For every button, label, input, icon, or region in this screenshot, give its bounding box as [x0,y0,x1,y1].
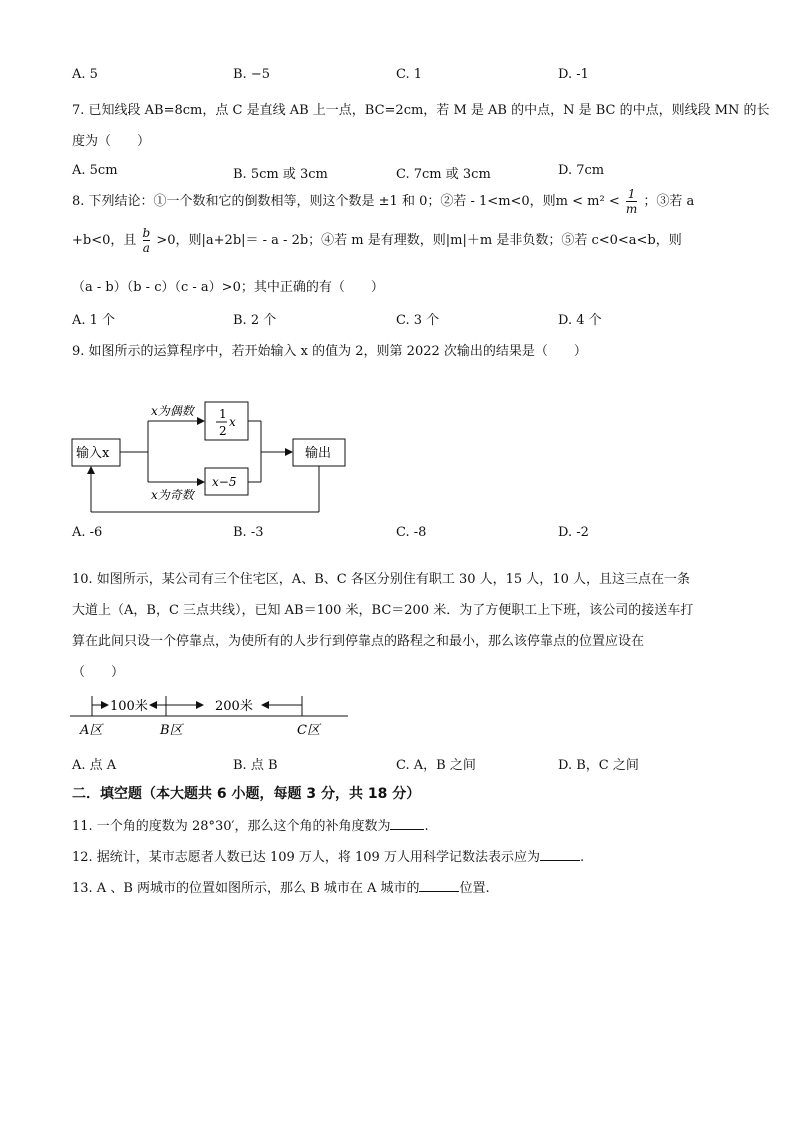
q10-stem-line3: 算在此间只设一个停靠点，为使所有的人步行到停靠点的路程之和最小，那么该停靠点的位置应设在 [72,634,645,649]
q12-stem [72,846,584,865]
q13-stem [72,877,490,896]
q9-option-b[interactable]: B. -3 [233,525,264,540]
q7-stem-line1: 7. 已知线段 AB=8cm，点 C 是直线 AB 上一点，BC=2cm，若 M 是 AB 的中点，N 是 BC 的中点，则线段 MN 的长 [72,103,770,118]
q12-end: . [579,850,585,865]
q6-option-c[interactable]: C. 1 [396,67,423,82]
minus5-label: x−5 [212,475,237,489]
q8-line1-tail: ；③若 a [643,194,695,209]
q9-option-a[interactable]: A. -6 [72,525,103,540]
q6-options [72,67,732,85]
q8-option-d[interactable]: D. 4 个 [558,313,602,328]
point-b-label: B区 [160,723,183,738]
q8-stem-line3: （a - b）（b - c）（c - a）>0；其中正确的有（ ） [72,280,384,295]
point-a-label: A区 [80,723,103,738]
q9-flowchart-diagram [65,395,365,520]
q11-stem [72,815,429,834]
q10-option-c[interactable]: C. A，B 之间 [396,758,476,773]
output-label: 输出 [305,446,332,461]
fraction-numerator: b [142,226,151,240]
half-numerator: 1 [219,407,227,421]
q6-option-b[interactable]: B. −5 [233,67,270,82]
odd-condition-label: x为奇数 [151,488,194,502]
q7-stem-line2: 度为（ ） [72,134,151,149]
q8-stem-line2 [72,227,682,254]
q13-answer-blank[interactable] [419,879,459,892]
q9-options [72,525,732,543]
q8-option-a[interactable]: A. 1 个 [72,313,116,328]
q7-options [72,163,732,181]
q6-option-d[interactable]: D. -1 [558,67,589,82]
fraction-numerator: 1 [627,187,636,201]
q8-line2-text: >0，则|a+2b|＝ - a - 2b；④若 m 是有理数，则|m|＋m 是非负数；⑤若 c<0<a<b，则 [156,233,682,248]
q9-option-c[interactable]: C. -8 [396,525,427,540]
q8-option-b[interactable]: B. 2 个 [233,313,277,328]
q8-options [72,309,732,327]
section-2-heading: 二．填空题（本大题共 6 小题，每题 3 分，共 18 分） [72,786,421,802]
fraction-denominator: m [625,202,638,216]
fraction-denominator: a [142,241,150,255]
q10-stem-line2: 大道上（A，B，C 三点共线），已知 AB＝100 米，BC＝200 米．为了方便职工上下班，该公司的接送车打 [72,603,694,618]
q10-option-b[interactable]: B. 点 B [233,758,278,773]
q7-option-d[interactable]: D. 7cm [558,163,605,178]
ab-distance-label: 100米 [110,699,148,714]
q6-option-a[interactable]: A. 5 [72,67,98,82]
q9-stem: 9. 如图所示的运算程序中，若开始输入 x 的值为 2，则第 2022 次输出的结果是（ ） [72,344,587,359]
q10-road-diagram [70,692,360,740]
bc-distance-label: 200米 [215,699,253,714]
q11-text: 11. 一个角的度数为 28°30′，那么这个角的补角度数为 [72,819,391,834]
q12-text: 12. 据统计，某市志愿者人数已达 109 万人，将 109 万人用科学记数法表示应为 [72,850,540,865]
q10-stem-line1: 10. 如图所示，某公司有三个住宅区，A、B、C 各区分别住有职工 30 人，15 人，10 人，且这三点在一条 [72,572,690,587]
q11-answer-blank[interactable] [390,817,424,830]
q8-line2-head: +b<0，且 [72,233,137,248]
q7-option-b[interactable]: B. 5cm 或 3cm [233,167,328,182]
q13-text: 13. A 、B 两城市的位置如图所示，那么 B 城市在 A 城市的 [72,881,420,896]
half-variable: x [229,415,236,429]
q10-option-d[interactable]: D. B，C 之间 [558,758,639,773]
q12-answer-blank[interactable] [540,848,580,861]
q10-stem-line4: （ ） [72,665,125,680]
input-label: 输入x [76,446,110,461]
q8-fraction-b-over-a [143,227,151,254]
q8-stem-line1 [72,188,694,215]
even-condition-label: x为偶数 [151,404,194,418]
point-c-label: C区 [297,723,320,738]
q8-fraction-1-over-m [626,188,637,215]
q13-end: 位置. [459,881,490,896]
q9-option-d[interactable]: D. -2 [558,525,589,540]
q10-option-a[interactable]: A. 点 A [72,758,117,773]
q7-option-a[interactable]: A. 5cm [72,163,118,178]
q8-option-c[interactable]: C. 3 个 [396,313,440,328]
q8-line1-text: 8. 下列结论：①一个数和它的倒数相等，则这个数是 ±1 和 0；②若 - 1<m<0，则m < m² < [72,194,620,209]
q11-end: . [424,819,429,834]
q7-option-c[interactable]: C. 7cm 或 3cm [396,167,491,182]
q10-options [72,754,732,772]
half-denominator: 2 [219,424,227,438]
